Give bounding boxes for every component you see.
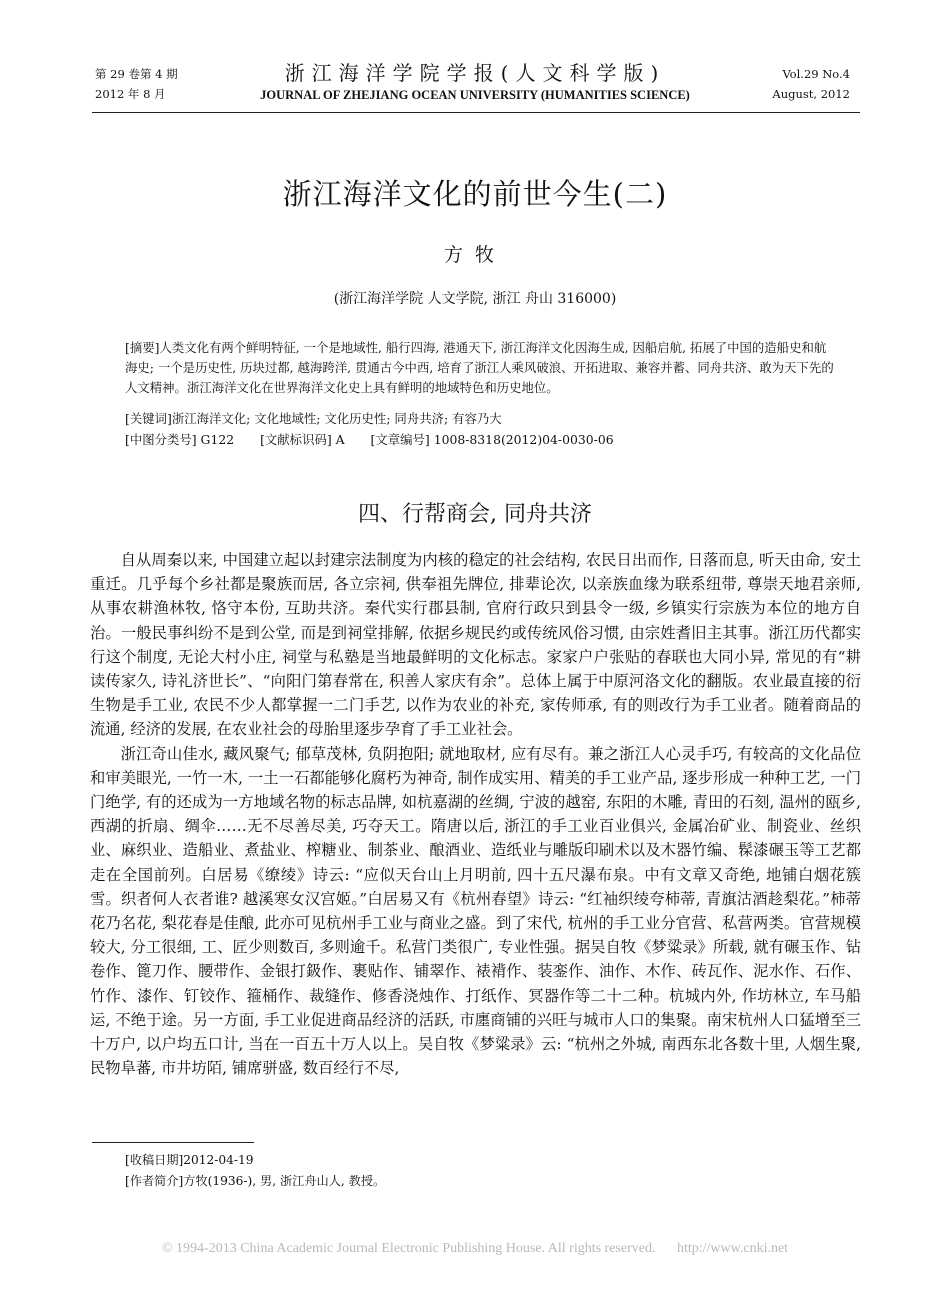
body-text (90, 548, 861, 1080)
header-right (772, 64, 850, 104)
author-affiliation: (浙江海洋学院 人文学院, 浙江 舟山 316000) (333, 291, 617, 307)
journal-masthead (200, 60, 750, 104)
copyright-watermark (0, 1241, 950, 1257)
cnki-link[interactable]: http://www.cnki.net (676, 1241, 789, 1256)
footnote-received-date: [收稿日期]2012-04-19 (125, 1153, 254, 1167)
keywords: [关键词]浙江海洋文化; 文化地域性; 文化历史性; 同舟共济; 有容乃大 (125, 411, 502, 426)
footnote-divider (92, 1142, 254, 1143)
issue-date-en: August, 2012 (772, 87, 850, 101)
header-divider (92, 112, 860, 113)
journal-title-en: JOURNAL OF ZHEJIANG OCEAN UNIVERSITY (HUMANITIES SCIENCE) (260, 88, 690, 102)
abstract: [摘要]人类文化有两个鲜明特征, 一个是地域性, 船行四海, 港通天下, 浙江海洋文化因海生成, 因船启航, 拓展了中国的造船史和航海史; 一个是历史性, 历块过都, 越海跨洋, 贯通古今中西, 培育了浙江人乘风破浪、开拓进取、兼容并蓄、同舟共济、敢为天下先的人文精神。浙江海洋文化在世界海洋文化史上具有鲜明的地域特色和历史地位。 (125, 340, 834, 395)
header-left (95, 64, 178, 104)
volume-number-en: Vol.29 No.4 (782, 67, 850, 81)
copyright-text: © 1994-2013 China Academic Journal Electronic Publishing House. All rights reserved. (161, 1241, 656, 1256)
paragraph: 浙江奇山佳水, 藏风聚气; 郁草茂林, 负阴抱阳; 就地取材, 应有尽有。兼之浙江人心灵手巧, 有较高的文化品位和审美眼光, 一竹一木, 一土一石都能够化腐朽为神奇, 制作成实用、精美的手工业产品, 逐步形成一种种工艺, 一门门绝学, 有的还成为一方地域名物的标志品牌, 如杭嘉湖的丝绸, 宁波的越窑, 东阳的木雕, 青田的石刻, 温州的瓯乡, 西湖的折扇、绸伞……无不尽善尽美, 巧夺天工。隋唐以后, 浙江的手工业百业俱兴, 金属冶矿业、制瓷业、丝织业、麻织业、造船业、煮盐业、榨糖业、制茶业、酿酒业、造纸业与雕版印刷术以及木器竹编、髹漆碾玉等工艺都走在全国前列。白居易《缭绫》诗云: “应似天台山上月明前, 四十五尺瀑布泉。中有文章又奇绝, 地铺白烟花簇雪。织者何人衣者谁? 越溪寒女汉宫姬。”白居易又有《杭州春望》诗云: “红袖织绫夸柿蒂, 青旗沽酒趁梨花。”柿蒂花乃名花, 梨花春是佳酿, 此亦可见杭州手工业与商业之盛。到了宋代, 杭州的手工业分官营、私营两类。官营规模较大, 分工很细, 工、匠少则数百, 多则逾千。私营门类很广, 专业性强。据吴自牧《梦粱录》所载, 就有碾玉作、钻卷作、篦刀作、腰带作、金银打鈒作、裹贴作、铺翠作、裱褙作、装銮作、油作、木作、砖瓦作、泥水作、石作、竹作、漆作、钉铰作、箍桶作、裁缝作、修香浇烛作、打纸作、冥器作等二十二种。杭城内外, 作坊林立, 车马船运, 不绝于途。另一方面, 手工业促进商品经济的活跃, 市廛商铺的兴旺与城市人口的集聚。南宋杭州人口猛增至三十万户, 以户均五口计, 当在一百五十万人以上。吴自牧《梦粱录》云: “杭州之外城, 南西东北各数十里, 人烟生聚, 民物阜蕃, 市井坊陌, 铺席骈盛, 数百经行不尽, (90, 744, 861, 1078)
paragraph: 自从周秦以来, 中国建立起以封建宗法制度为内核的稳定的社会结构, 农民日出而作, 日落而息, 听天由命, 安土重迁。几乎每个乡社都是聚族而居, 各立宗祠, 供奉祖先牌位, 排辈论次, 以亲族血缘为联系纽带, 尊崇天地君亲师, 从事农耕渔林牧, 恪守本份, 互助共济。秦代实行郡县制, 官府行政只到县令一级, 乡镇实行宗族为本位的地方自治。一般民事纠纷不是到公堂, 而是到祠堂排解, 依据乡规民约或传统风俗习惯, 由宗姓耆旧主其事。浙江历代都实行这个制度, 无论大村小庄, 祠堂与私塾是当地最鲜明的文化标志。家家户户张贴的春联也大同小异, 常见的有“耕读传家久, 诗礼济世长”、“向阳门第春常在, 积善人家庆有余”。总体上属于中原河洛文化的翻版。农业最直接的衍生物是手工业, 农民不少人都掌握一二门手艺, 以作为农业的补充, 家传师承, 有的则改行为手工业者。随着商品的流通, 经济的发展, 在农业社会的母胎里逐步孕育了手工业社会。 (90, 551, 861, 739)
journal-title-cn: 浙江海洋学院学报(人文科学版) (284, 61, 666, 85)
article-number: [文章编号] 1008-8318(2012)04-0030-06 (370, 432, 614, 447)
volume-issue: 第 29 卷第 4 期 (95, 67, 178, 81)
footnote-author-bio: [作者简介]方牧(1936-), 男, 浙江舟山人, 教授。 (125, 1174, 386, 1188)
clc-number: [中图分类号] G122 (125, 432, 235, 447)
article-title: 浙江海洋文化的前世今生(二) (282, 177, 668, 211)
issue-date-cn: 2012 年 8 月 (95, 87, 166, 101)
article-author: 方牧 (443, 244, 506, 266)
document-code: [文献标识码] A (260, 432, 345, 447)
section-heading: 四、行帮商会, 同舟共济 (358, 502, 592, 527)
classification-line (125, 430, 835, 450)
